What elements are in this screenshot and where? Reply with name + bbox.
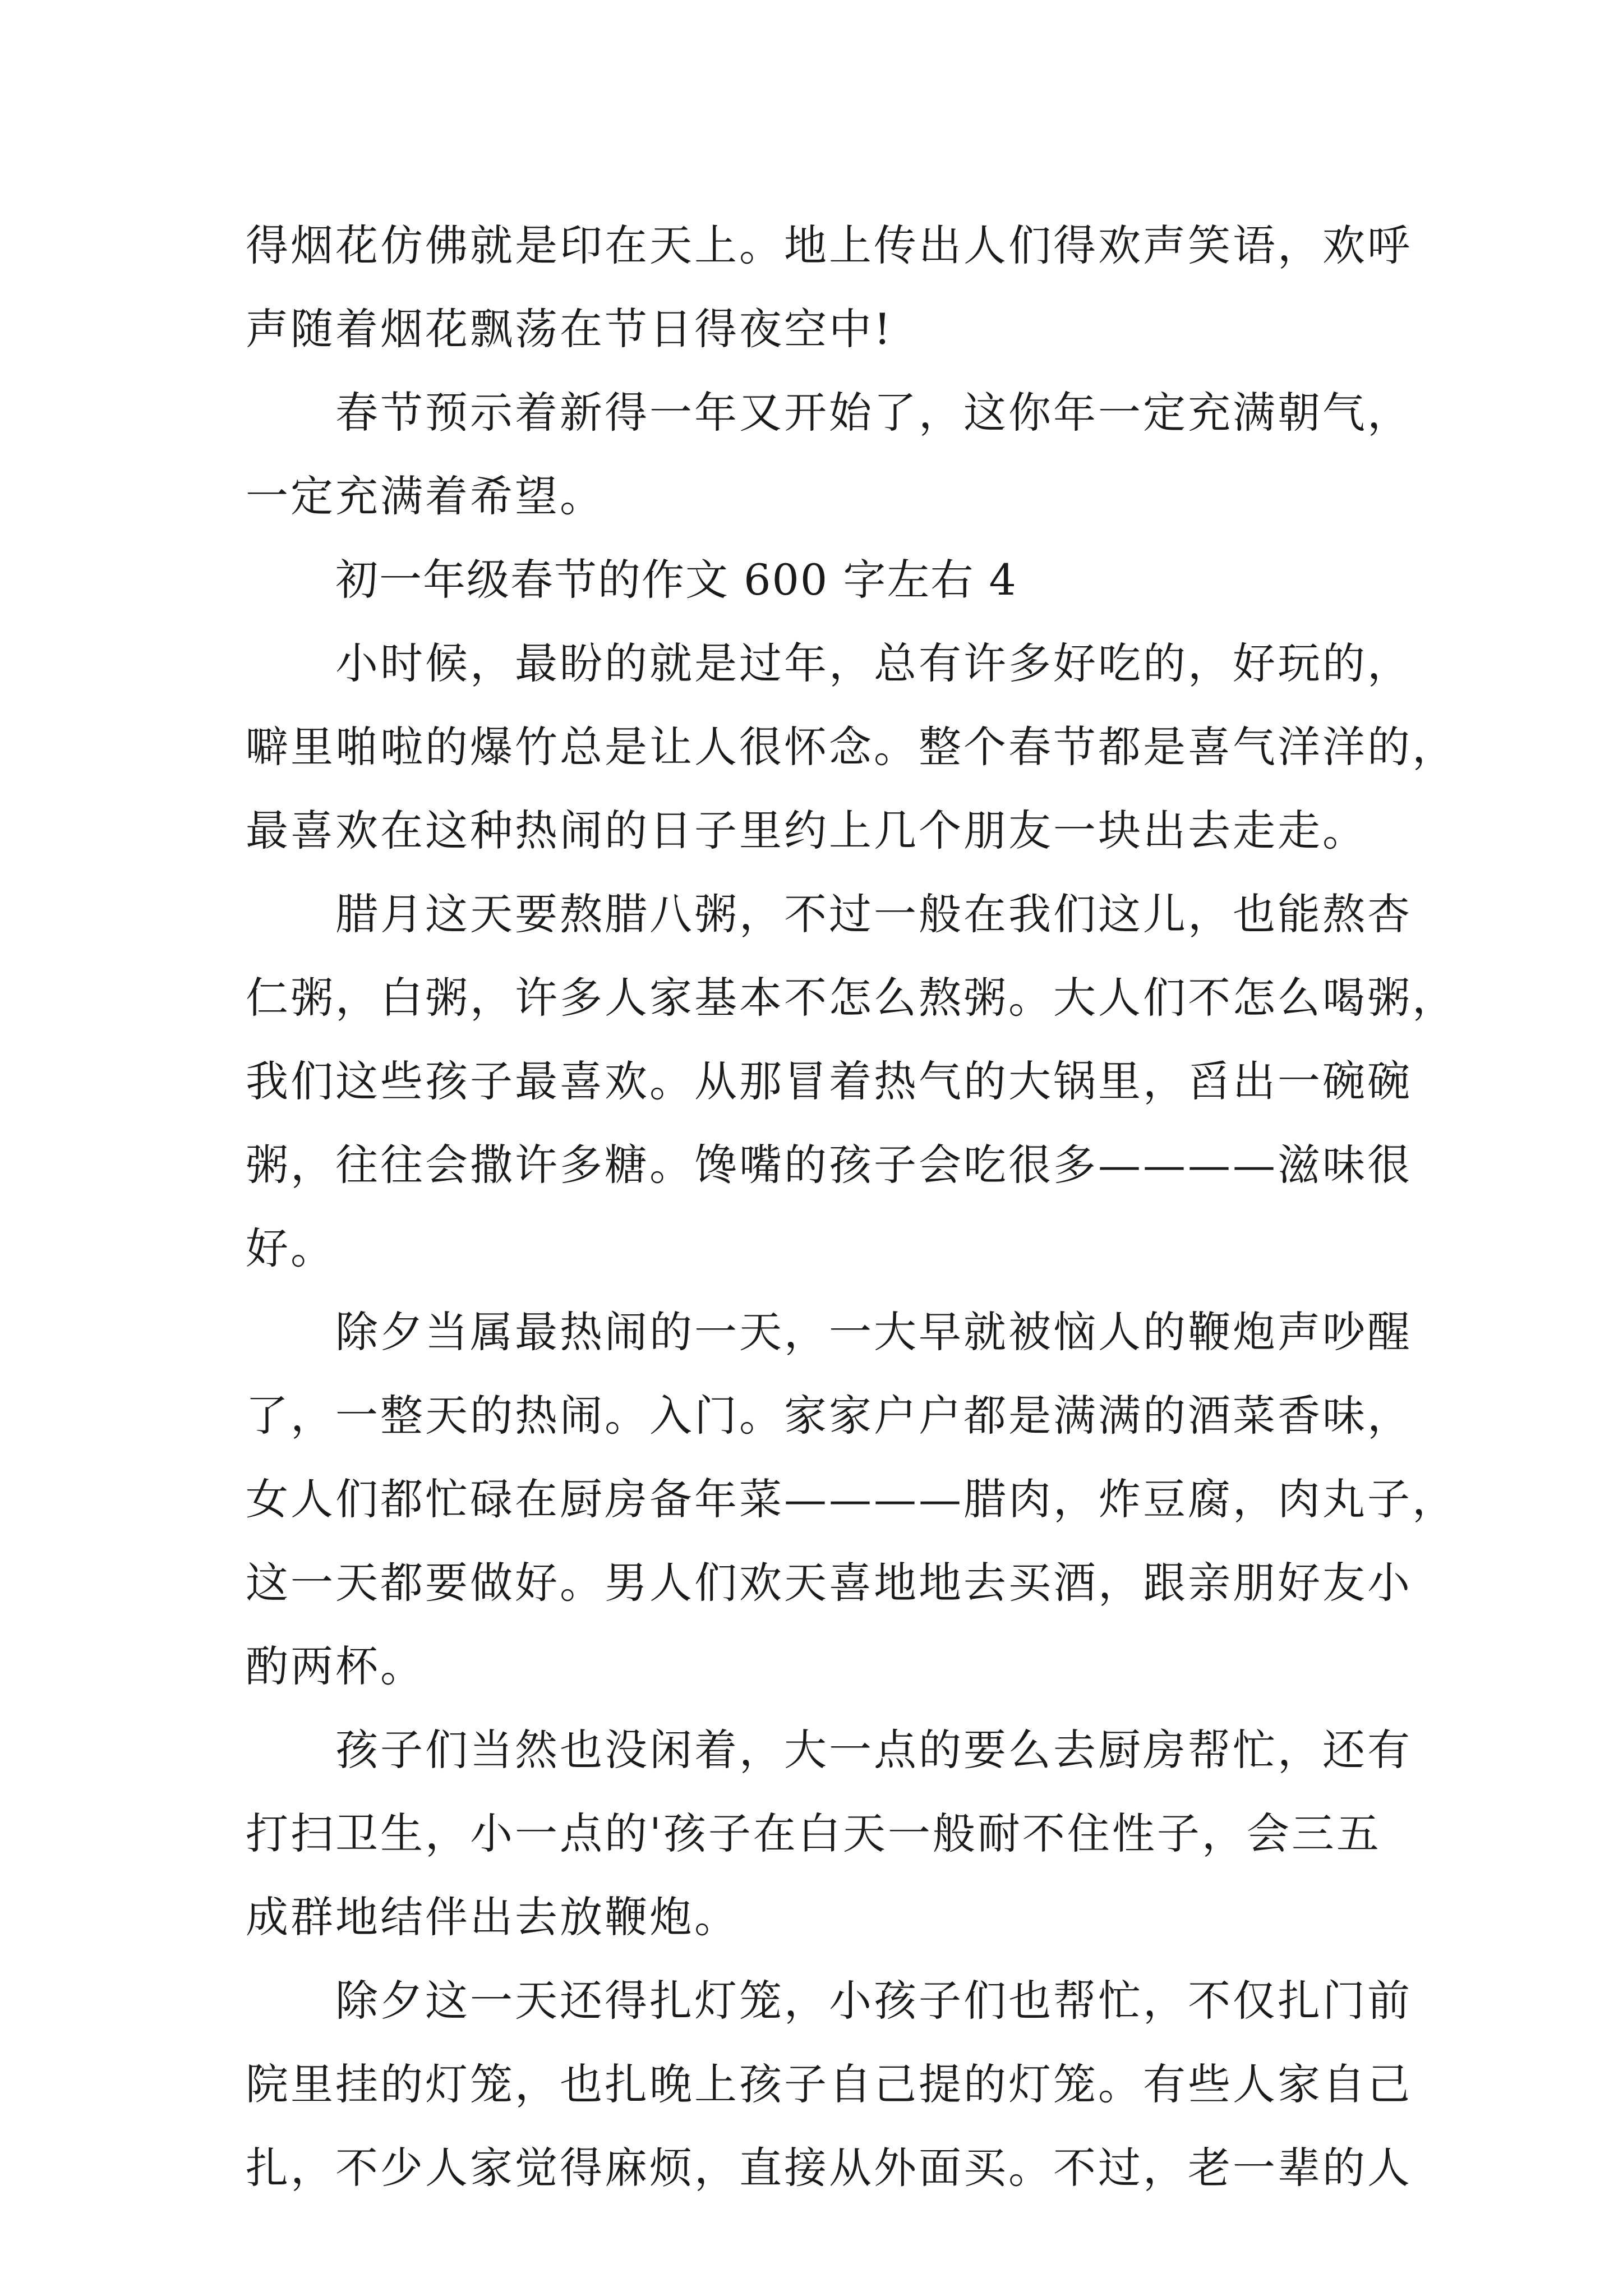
text-line-7: 噼里啪啦的爆竹总是让人很怀念。整个春节都是喜气洋洋的， [246,722,1457,772]
text-line-24: 扎，不少人家觉得麻烦，直接从外面买。不过，老一辈的人 [246,2143,1412,2193]
paragraph-start-line-19: 孩子们当然也没闲着，大一点的要么去厨房帮忙，还有 [335,1725,1412,1775]
text-line-13: 好。 [246,1223,335,1273]
text-line-8: 最喜欢在这种热闹的日子里约上几个朋友一块出去走走。 [246,806,1367,855]
paragraph-start-line-9: 腊月这天要熬腊八粥，不过一般在我们这儿，也能熬杏 [335,889,1412,939]
text-line-12: 粥，往往会撒许多糖。馋嘴的孩子会吃很多————滋味很 [246,1140,1412,1190]
text-line-18: 酌两杯。 [246,1641,425,1691]
text-line-20: 打扫卫生，小一点的'孩子在白天一般耐不住性子，会三五 [246,1809,1381,1858]
paragraph-start-line-14: 除夕当属最热闹的一天，一大早就被恼人的鞭炮声吵醒 [335,1307,1412,1357]
text-line-11: 我们这些孩子最喜欢。从那冒着热气的大锅里，舀出一碗碗 [246,1056,1412,1106]
paragraph-start-line-6: 小时候，最盼的就是过年，总有许多好吃的，好玩的， [335,638,1412,688]
text-line-2: 声随着烟花飘荡在节日得夜空中! [246,304,893,354]
text-line-15: 了，一整天的热闹。入门。家家户户都是满满的酒菜香味， [246,1391,1412,1441]
section-heading: 初一年级春节的作文 600 字左右 4 [335,555,1017,605]
paragraph-start-line-22: 除夕这一天还得扎灯笼，小孩子们也帮忙，不仅扎门前 [335,1976,1412,2026]
text-line-16: 女人们都忙碌在厨房备年菜————腊肉，炸豆腐，肉丸子， [246,1474,1457,1524]
text-line-21: 成群地结伴出去放鞭炮。 [246,1892,739,1942]
text-line-4: 一定充满着希望。 [246,471,605,521]
text-line-10: 仁粥，白粥，许多人家基本不怎么熬粥。大人们不怎么喝粥， [246,973,1457,1023]
text-line-1: 得烟花仿佛就是印在天上。地上传出人们得欢声笑语，欢呼 [246,220,1412,270]
text-line-23: 院里挂的灯笼，也扎晚上孩子自己提的灯笼。有些人家自己 [246,2059,1412,2109]
paragraph-start-line-3: 春节预示着新得一年又开始了，这你年一定充满朝气， [335,388,1412,438]
text-line-17: 这一天都要做好。男人们欢天喜地地去买酒，跟亲朋好友小 [246,1558,1412,1608]
